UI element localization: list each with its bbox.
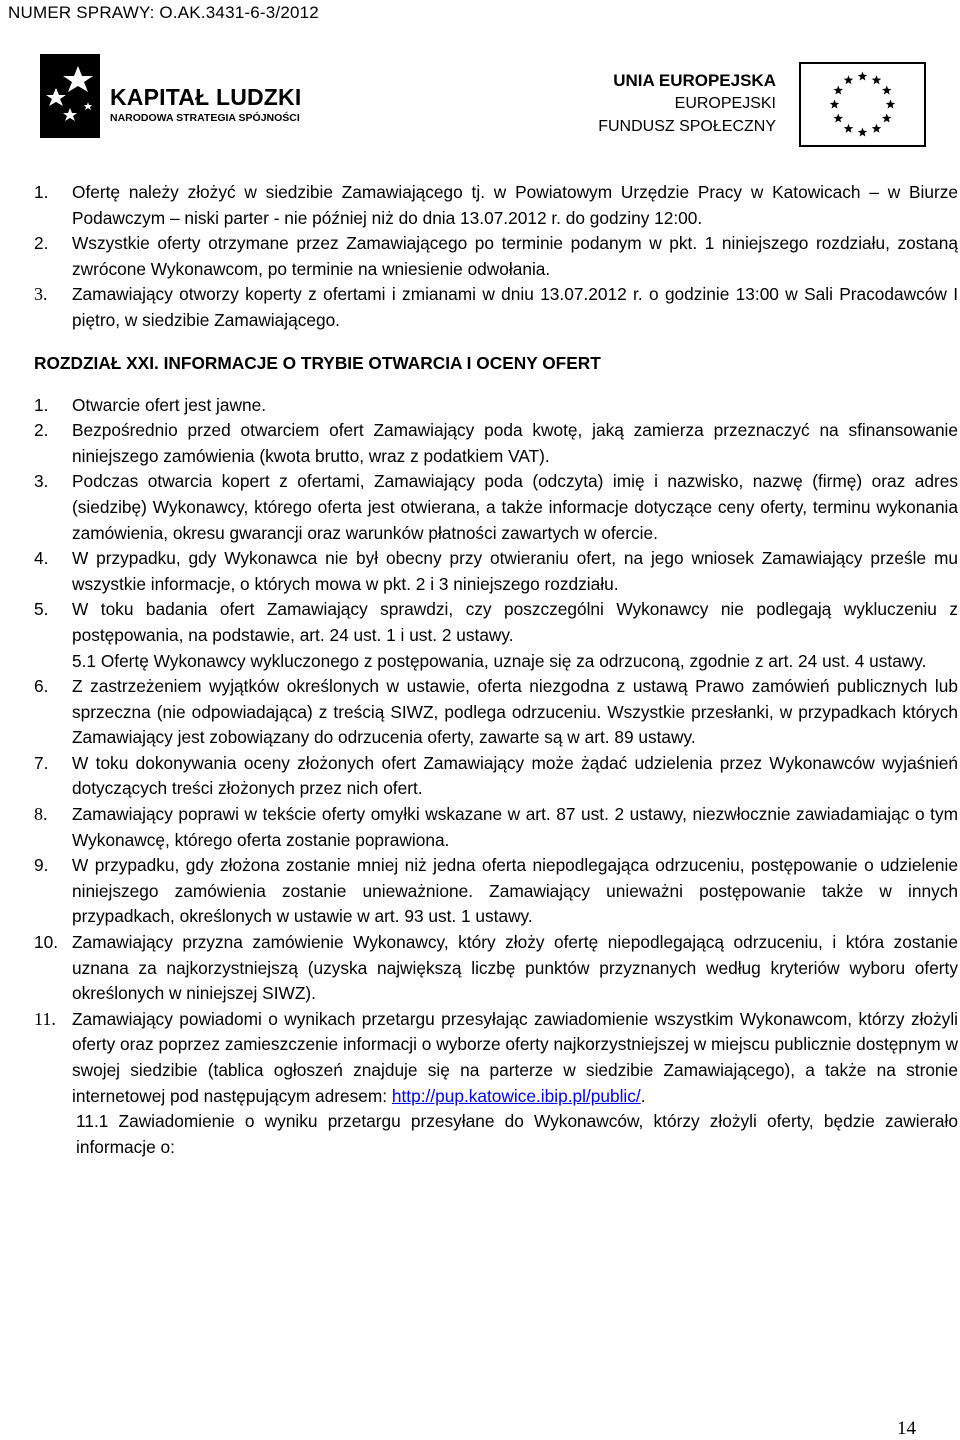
case-number: NUMER SPRAWY: O.AK.3431-6-3/2012 [8,3,319,22]
item-text-body: Zamawiający powiadomi o wynikach przetargu przesyłając zawiadomienie wszystkim Wykonawcom, którzy złożyli oferty oraz poprzez zamieszczenie informacji o wyborze oferty najkorzystniejszej w miejscu publicznie dostępnym w swojej siedzibie (tablica ogłoszeń znajduje się na parterze w siedzibie Zamawiającego), a także na stronie internetowej pod następującym adresem: [72,1008,958,1106]
kapital-ludzki-subtitle: NARODOWA STRATEGIA SPÓJNOŚCI [110,112,300,124]
eu-stars-icon [801,64,924,145]
kapital-ludzki-title: KAPITAŁ LUDZKI [110,84,302,110]
section-heading: ROZDZIAŁ XXI. INFORMACJE O TRYBIE OTWARCIA I OCENY OFERT [34,352,601,373]
item-text: Ofertę należy złożyć w siedzibie Zamawiającego tj. w Powiatowym Urzędzie Pracy w Katowicach – w Biurze Podawczym – niski parter - nie później niż do dnia 13.07.2012 r. do godziny 12:00. [72,182,958,228]
list-item [34,930,958,1007]
item-number: 5. [34,599,49,620]
eu-star-icon [834,86,844,95]
list-item [34,231,958,282]
list-item [34,853,958,930]
item-text: W przypadku, gdy złożona zostanie mniej niż jedna oferta niepodlegająca odrzuceniu, postępowanie o udzielenie niniejszego zamówienia zostanie unieważnione. Zamawiający unieważni postępowanie także w innych przypadkach, określonych w ustawie w art. 93 ust. 1 ustawy. [72,855,958,927]
ue-line-1: UNIA EUROPEJSKA [613,71,776,90]
list-item [34,674,958,751]
ue-text-block [584,70,776,138]
list-item [34,180,958,231]
item-text: Z zastrzeżeniem wyjątków określonych w ustawie, oferta niezgodna z ustawą Prawo zamówień publicznych lub sprzeczna (nie odpowiadająca) z treścią SIWZ, podlega odrzuceniu. Wszystkie przesłanki, w przypadkach których Zamawiający jest zobowiązany do odrzucenia oferty, zawarte są w art. 89 ustawy. [72,676,958,748]
list-item [34,418,958,469]
sub-item-11-1: 11.1 Zawiadomienie o wyniku przetargu przesyłane do Wykonawców, którzy złożyli oferty, będzie zawierało informacje o: [76,1111,958,1157]
list-item [34,802,958,853]
unia-europejska-logo [584,62,924,152]
item-number: 11. [34,1008,56,1029]
eu-star-icon [844,124,854,133]
item-text: Zamawiający przyzna zamówienie Wykonawcy, który złoży ofertę niepodlegającą odrzuceniu, i która zostanie uznana za najkorzystniejszą (uzyska największą liczbę punktów przyznanych według kryteriów wyboru oferty określonych w niniejszej SIWZ). [72,932,958,1004]
eu-star-icon [834,114,844,123]
item-text: Podczas otwarcia kopert z ofertami, Zamawiający poda (odczyta) imię i nazwisko, nazwę (firmę) oraz adres (siedzibę) Wykonawcy, którego oferta jest otwierana, a także informacje dotyczące ceny oferty, terminu wykonania zamówienia, okresu gwarancji oraz warunków płatności zawartych w ofercie. [72,471,958,543]
list-item [34,469,958,546]
item-number: 3. [34,471,49,492]
eu-star-icon [886,100,896,109]
eu-flag-icon [799,62,926,147]
item-text: Bezpośrednio przed otwarciem ofert Zamawiający poda kwotę, jaką zamierza przeznaczyć na sfinansowanie niniejszego zamówienia (kwota brutto, wraz z podatkiem VAT). [72,420,958,466]
item-number: 2. [34,233,49,254]
item-text: W toku badania ofert Zamawiający sprawdzi, czy poszczególni Wykonawcy nie podlegają wykluczeniu z postępowania, na podstawie, art. 24 ust. 1 i ust. 2 ustawy. [72,599,958,645]
list-item [34,751,958,802]
eu-star-icon [882,86,892,95]
item-text: W przypadku, gdy Wykonawca nie był obecny przy otwieraniu ofert, na jego wniosek Zamawiający prześle mu wszystkie informacje, o których mowa w pkt. 2 i 3 niniejszego rozdziału. [72,548,958,594]
ue-line-3: FUNDUSZ SPOŁECZNY [598,118,776,135]
item-number: 10. [34,932,59,953]
item-number: 7. [34,752,49,773]
item-number: 1. [34,182,49,202]
bip-link[interactable]: http://pup.katowice.ibip.pl/public/ [391,1085,641,1106]
list-item [34,393,958,419]
page-number: 14 [897,1418,916,1439]
list-item [34,546,958,597]
list-prev-section [34,180,958,334]
list-section-xxi [34,393,958,1161]
eu-star-icon [858,128,868,137]
kapital-ludzki-logo [38,52,338,142]
eu-star-icon [872,124,882,133]
item-number: 1. [34,394,49,415]
item-text: Zamawiający poprawi w tekście oferty omyłki wskazane w art. 87 ust. 2 ustawy, niezwłocznie zawiadamiając o tym Wykonawcę, którego oferta zostanie poprawiona. [72,804,958,850]
ue-line-2: EUROPEJSKI [674,95,776,112]
item-number: 3. [34,284,48,305]
item-text-end: . [640,1085,646,1106]
eu-star-icon [858,72,868,81]
eu-star-icon [844,75,854,84]
eu-star-icon [882,114,892,123]
item-number: 4. [34,548,49,569]
eu-star-icon [830,100,840,109]
list-item [34,1007,958,1109]
item-number: 2. [34,420,49,441]
eu-star-icon [872,75,882,84]
item-text: Wszystkie oferty otrzymane przez Zamawiającego po terminie podanym w pkt. 1 niniejszego rozdziału, zostaną zwrócone Wykonawcom, po terminie na wniesienie odwołania. [72,233,958,279]
document-body [34,180,958,1160]
item-text: W toku dokonywania oceny złożonych ofert Zamawiający może żądać udzielenia przez Wykonawców wyjaśnień dotyczących treści złożonych przez nich ofert. [72,752,958,799]
sub-item-5-1: 5.1 Ofertę Wykonawcy wykluczonego z postępowania, uznaje się za odrzuconą, zgodnie z art. 24 ust. 4 ustawy. [72,650,927,671]
item-text: Otwarcie ofert jest jawne. [72,394,267,415]
item-text: Zamawiający otworzy koperty z ofertami i zmianami w dniu 13.07.2012 r. o godzinie 13:00 w Sali Pracodawców I piętro, w siedzibie Zamawiającego. [72,284,958,330]
item-number: 8. [34,804,48,825]
list-item [34,597,958,648]
item-number: 9. [34,855,49,876]
list-item [34,282,958,333]
item-number: 6. [34,676,49,697]
kapital-ludzki-stars-icon [38,52,104,140]
item-text [72,1007,958,1109]
